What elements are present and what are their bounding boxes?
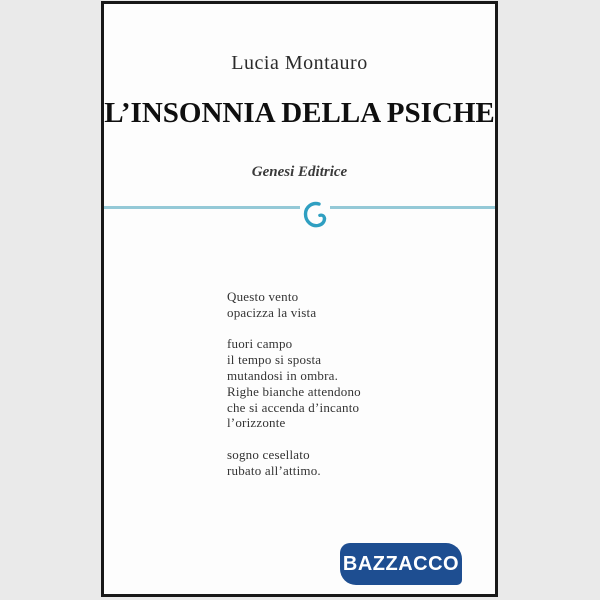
- poem-line: l’orizzonte: [227, 415, 286, 431]
- publisher-logo: [300, 198, 330, 234]
- wave-swirl-icon: [302, 201, 328, 231]
- watermark-label: BAZZACCO: [342, 552, 460, 575]
- poem-line: opacizza la vista: [227, 304, 317, 320]
- poem-line: il tempo si sposta: [227, 352, 322, 368]
- book-title: L’INSONNIA DELLA PSICHE: [104, 97, 495, 129]
- poem-line: rubato all’attimo.: [227, 462, 321, 478]
- poem-line: che si accenda d’incanto: [227, 399, 360, 415]
- book-cover: [101, 1, 498, 597]
- poem-line: Righe bianche attendono: [227, 383, 361, 399]
- poem-line: sogno cesellato: [227, 446, 310, 462]
- poem-line: Questo vento: [227, 289, 299, 304]
- poem-stanza: [227, 447, 361, 479]
- poem-stanza: [227, 289, 361, 321]
- author-name: Lucia Montauro: [231, 52, 368, 74]
- poem-stanza: [227, 336, 361, 431]
- bazzacco-watermark: [340, 543, 462, 585]
- poem-line: fuori campo: [227, 336, 293, 352]
- poem: [227, 289, 361, 494]
- poem-line: mutandosi in ombra.: [227, 367, 339, 383]
- publisher-name: Genesi Editrice: [251, 164, 348, 180]
